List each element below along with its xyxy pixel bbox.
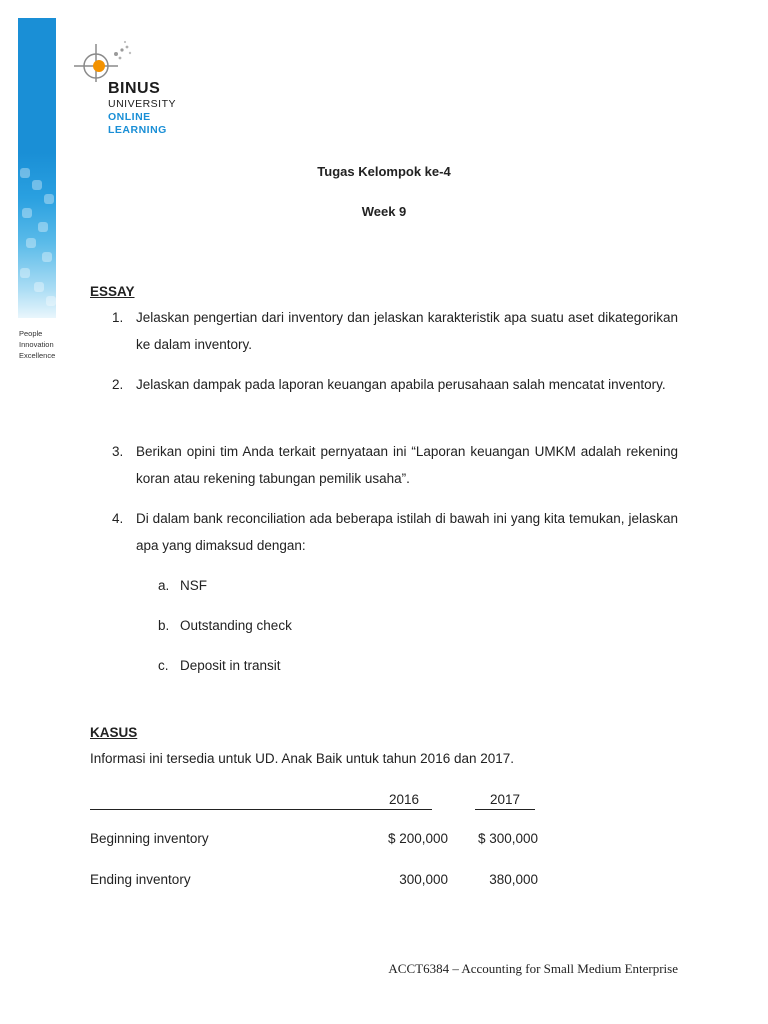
kasus-intro: Informasi ini tersedia untuk UD. Anak Baik untuk tahun 2016 dan 2017. [90,751,515,766]
course-footer: ACCT6384 – Accounting for Small Medium Enterprise [388,961,678,976]
table-cell: 380,000 [489,872,538,887]
essay-question: 4. Di dalam bank reconciliation ada beberapa istilah di bawah ini yang kita temukan, jelaskan apa yang dimaksud dengan: [112,511,678,553]
page-title: Tugas Kelompok ke-4 [317,164,451,179]
logo-online-learning: ONLINE LEARNING [108,111,167,136]
essay-question: 3. Berikan opini tim Anda terkait pernyataan ini “Laporan keuangan UMKM adalah rekening koran atau rekening tabungan pemilik usaha”. [112,444,678,486]
table-cell: $ 300,000 [477,831,538,846]
table-rule [90,809,376,810]
table-cell: $ 200,000 [387,831,448,846]
table-cell: 300,000 [399,872,448,887]
binus-logo [72,38,192,148]
column-header-2017: 2017 [475,792,535,810]
essay-subitem: c. Deposit in transit [158,658,281,673]
logo-brand: BINUS [108,80,161,97]
essay-subitem: a. NSF [158,578,207,593]
essay-question: 1. Jelaskan pengertian dari inventory dan jelaskan karakteristik apa suatu aset dikategorikan ke dalam inventory. [112,310,678,352]
essay-question: 2. Jelaskan dampak pada laporan keuangan apabila perusahaan salah mencatat inventory. [112,377,666,392]
essay-subitem: b. Outstanding check [158,618,292,633]
column-header-2016: 2016 [376,792,432,810]
logo-university: UNIVERSITY [108,98,177,110]
kasus-heading: KASUS [90,725,138,740]
logo-emblem-icon [72,38,142,83]
week-label: Week 9 [361,204,407,219]
essay-heading: ESSAY [90,284,135,299]
row-label: Ending inventory [90,872,191,887]
row-label: Beginning inventory [90,831,209,846]
tagline: People Innovation Excellence [19,329,56,360]
